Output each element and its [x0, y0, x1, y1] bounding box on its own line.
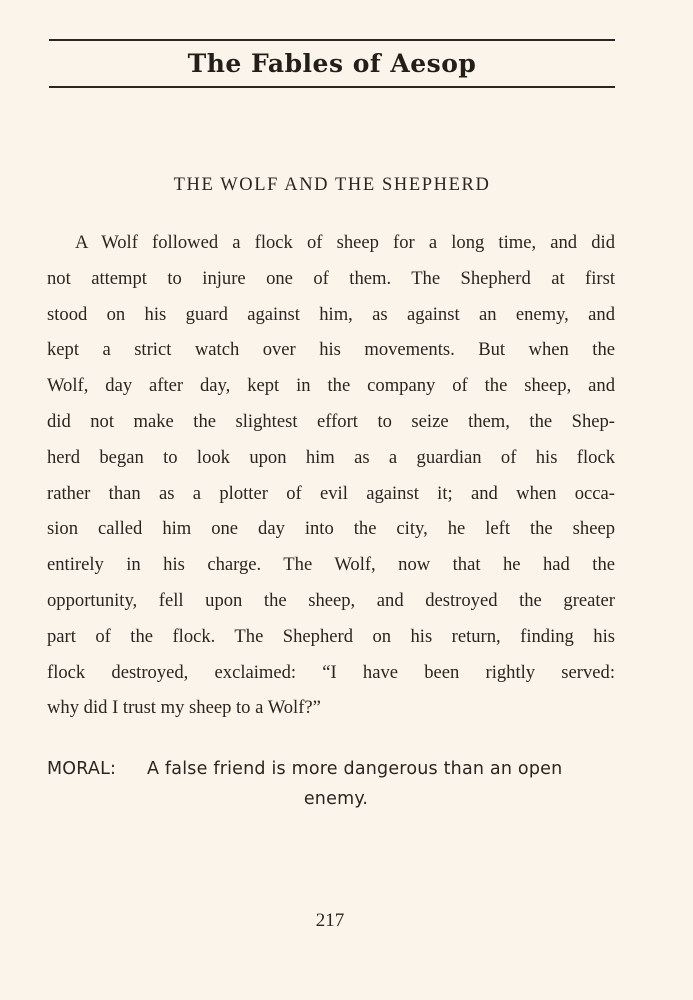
header-bottom-rule — [49, 86, 615, 88]
moral-label: MORAL: — [47, 759, 117, 779]
moral-first-row — [47, 754, 615, 784]
fable-title: THE WOLF AND THE SHEPHERD — [173, 175, 491, 195]
moral-text-line2: enemy. — [303, 789, 369, 809]
running-head-title: The Fables of Aesop — [187, 49, 477, 78]
body-line: herd began to look upon him as a guardian of his flock — [47, 446, 615, 468]
page-number: 217 — [315, 910, 345, 931]
fable-body — [47, 225, 615, 726]
body-line: flock destroyed, exclaimed: “I have been rightly served: — [47, 661, 615, 683]
body-line: Wolf, day after day, kept in the company of the sheep, and — [47, 375, 615, 397]
moral — [47, 754, 615, 814]
moral-text-line1: A false friend is more dangerous than an open — [147, 759, 563, 779]
body-line: stood on his guard against him, as against an enemy, and — [47, 303, 615, 325]
body-line: part of the flock. The Shepherd on his return, finding his — [47, 625, 615, 647]
body-line: opportunity, fell upon the sheep, and destroyed the greater — [47, 589, 615, 611]
body-line: did not make the slightest effort to seize them, the Shep- — [47, 410, 615, 432]
body-line: why did I trust my sheep to a Wolf?” — [47, 697, 321, 719]
body-line: sion called him one day into the city, he left the sheep — [47, 518, 615, 540]
header-top-rule — [49, 39, 615, 41]
body-line: A Wolf followed a flock of sheep for a long time, and did — [75, 232, 615, 253]
body-line: entirely in his charge. The Wolf, now that he had the — [47, 554, 615, 576]
body-line: kept a strict watch over his movements. But when the — [47, 339, 615, 361]
body-line: rather than as a plotter of evil against it; and when occa- — [47, 482, 615, 504]
body-line: not attempt to injure one of them. The Shepherd at first — [47, 267, 615, 289]
